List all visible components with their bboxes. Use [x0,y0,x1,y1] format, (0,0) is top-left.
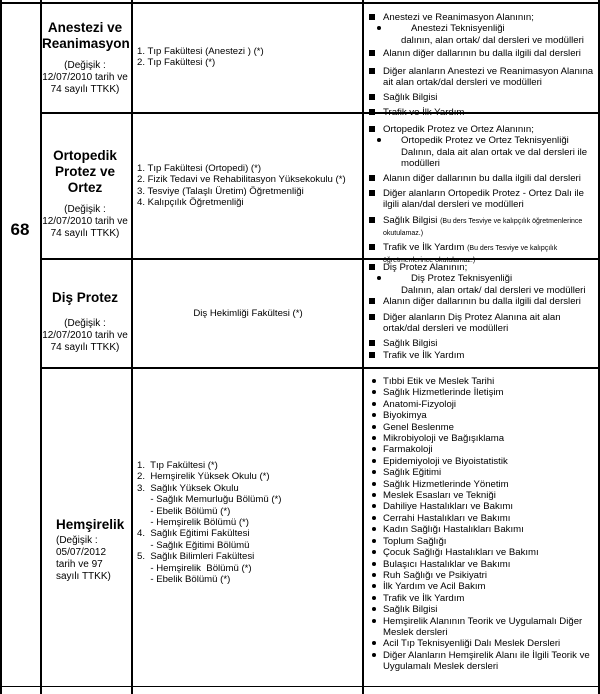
program-cell [42,290,128,354]
square-bullet-icon [369,50,375,56]
list-item: Diğer alanların Anestezi ve Reanimasyon Alanına ait alan ortak/dal dersleri ve modülleri [369,66,598,89]
list-item: Diş Protez Teknisyenliği [369,273,598,284]
list-item: Diğer Alanların Hemşirelik Alanı ile İlgili Teorik ve Uygulamalı Meslek dersleri [369,650,598,673]
faculty-item: - Hemşirelik Bölümü (*) [137,517,249,529]
dot-bullet-icon [372,562,376,566]
list-item: Anestezi Teknisyenliği [369,23,598,34]
square-bullet-icon [369,314,375,320]
square-bullet-icon [369,175,375,181]
dot-bullet-icon [372,459,376,463]
list-item: Genel Beslenme [369,422,598,433]
lesson-list [369,376,598,673]
list-item: Cerrahi Hastalıkları ve Bakımı [369,513,598,524]
faculty-item: - Sağlık Eğitimi Bölümü [137,539,250,551]
list-item: Sağlık Eğitimi [369,467,598,478]
list-item: Dahiliye Hastalıkları ve Bakımı [369,501,598,512]
dot-bullet-icon [372,436,376,440]
program-title: Diş Protez [51,290,119,305]
square-bullet-icon [369,190,375,196]
list-item: Dalının, alan ortak/ dal dersleri ve modülleri [401,284,586,296]
list-item: İlk Yardım ve Acil Bakım [369,581,598,592]
dot-bullet-icon [377,138,381,142]
list-item: Alanın diğer dallarının bu dalla ilgili dal dersleri [369,173,598,184]
list-item: Alanın diğer dallarının bu dalla ilgili dal dersleri [369,296,598,307]
program-cell [42,148,128,240]
list-item: Trafik ve İlk Yardım [369,107,598,118]
list-item: Trafik ve İlk Yardım (Bu ders Tesviye ve kalıpçılık öğretmenlerince okutulamaz.) [369,242,598,267]
list-item: Meslek Esasları ve Tekniği [369,490,598,501]
list-item: Kadın Sağlığı Hastalıkları Bakımı [369,524,598,535]
faculty-item: 4. Sağlık Eğitimi Fakültesi [137,528,250,540]
list-item: Epidemiyoloji ve Biyoistatistik [369,456,598,467]
list-item: Trafik ve İlk Yardım [369,350,598,361]
list-item: Sağlık Bilgisi [369,92,598,103]
list-item: Bulaşıcı Hastalıklar ve Bakımı [369,559,598,570]
list-item: Diş Protez Alanının; [369,262,598,273]
square-bullet-icon [369,217,375,223]
faculty-item: - Hemşirelik Bölümü (*) [137,562,252,574]
dot-bullet-icon [377,26,381,30]
square-bullet-icon [369,340,375,346]
list-item: Sağlık Bilgisi [369,604,598,615]
program-note: (Değişik : 12/07/2010 tarih ve 74 sayılı TTKK) [42,60,128,95]
program-title: Hemşirelik [56,517,125,532]
list-item: Diğer alanların Diş Protez Alanına ait alan ortak/dal dersleri ve modülleri [369,312,598,335]
list-item: Acil Tıp Teknisyenliği Dalı Meslek Dersleri [369,638,598,649]
dot-bullet-icon [372,482,376,486]
square-bullet-icon [369,126,375,132]
faculty-item: 1. Tıp Fakültesi (Ortopedi) (*) [137,163,262,174]
square-bullet-icon [369,109,375,115]
list-item: Sağlık Bilgisi [369,338,598,349]
faculty-list [137,46,359,69]
faculty-item: 5. Sağlık Bilimleri Fakültesi [137,551,255,563]
list-item: Farmakoloji [369,444,598,455]
faculty-item: 2. Fizik Tedavi ve Rehabilitasyon Yüksekokulu (*) [137,174,346,186]
lesson-list [369,262,598,361]
list-item: Trafik ve İlk Yardım [369,593,598,604]
list-item: Sağlık Bilgisi (Bu ders Tesviye ve kalıpçılık öğretmenlerince okutulamaz.) [369,215,598,240]
list-item: Tıbbi Etik ve Meslek Tarihi [369,376,598,387]
faculty-item: - Ebelik Bölümü (*) [137,574,231,586]
faculty-item: Diş Hekimliği Fakültesi (*) [193,308,303,319]
dot-bullet-icon [372,596,376,600]
faculty-item: 3. Sağlık Yüksek Okulu [137,482,239,494]
program-title: Anestezi ve Reanimasyon [42,20,130,51]
list-item: Ruh Sağlığı ve Psikiyatri [369,570,598,581]
faculty-item: 4. Kalıpçılık Öğretmenliği [137,197,244,209]
dot-bullet-icon [372,402,376,406]
square-bullet-icon [369,14,375,20]
program-cell [42,20,128,96]
faculty-list [137,460,359,585]
faculty-list [137,163,359,209]
faculty-item: - Sağlık Memurluğu Bölümü (*) [137,494,282,506]
table-border-left [0,0,2,694]
faculty-item: 1. Tıp Fakültesi (Anestezi ) (*) [137,46,264,57]
list-item: Anestezi ve Reanimasyon Alanının; [369,12,598,23]
program-title: Ortopedik Protez ve Ortez [53,148,117,195]
row-divider [40,367,600,369]
faculty-item: 2. Hemşirelik Yüksek Okulu (*) [137,471,270,483]
square-bullet-icon [369,94,375,100]
square-bullet-icon [369,244,375,250]
list-item: Diğer alanların Ortopedik Protez - Ortez Dalı ile ilgili alan/dal dersleri ve modülleri [369,188,598,211]
square-bullet-icon [369,68,375,74]
square-bullet-icon [369,352,375,358]
faculty-item: 3. Tesviye (Talaşlı Üretim) Öğretmenliği [137,185,304,197]
list-item: dalının, alan ortak/ dal dersleri ve modülleri [401,34,584,46]
square-bullet-icon [369,298,375,304]
dot-bullet-icon [372,573,376,577]
square-bullet-icon [369,264,375,270]
faculty-item: 1. Tıp Fakültesi (*) [137,460,218,471]
faculty-item: 2. Tıp Fakültesi (*) [137,57,216,69]
list-item: Toplum Sağlığı [369,536,598,547]
dot-bullet-icon [372,425,376,429]
dot-bullet-icon [372,619,376,623]
program-note: (Değişik : 05/07/2012 tarih ve 97 sayılı TTKK) [56,535,111,582]
list-item: Mikrobiyoloji ve Bağışıklama [369,433,598,444]
row-divider [0,686,600,687]
dot-bullet-icon [377,276,381,280]
column-divider [362,0,364,694]
list-item: Ortopedik Protez ve Ortez Teknisyenliği Dalının, dala ait alan ortak ve dal dersleri ile modülleri [369,135,598,169]
dot-bullet-icon [372,379,376,383]
list-item: Hemşirelik Alanının Teorik ve Uygulamalı Diğer Meslek dersleri [369,616,598,639]
row-number: 68 [10,220,30,239]
program-note: (Değişik : 12/07/2010 tarih ve 74 sayılı TTKK) [42,204,128,239]
list-item: Anatomi-Fizyoloji [369,399,598,410]
table-border-top [0,2,600,4]
list-item: Alanın diğer dallarının bu dalla ilgili dal dersleri [369,48,598,59]
faculty-list [137,308,359,319]
dot-bullet-icon [372,653,376,657]
column-divider [131,0,133,694]
list-item: Çocuk Sağlığı Hastalıkları ve Bakımı [369,547,598,558]
lesson-list [369,12,598,118]
dot-bullet-icon [372,516,376,520]
dot-bullet-icon [372,539,376,543]
list-item: Sağlık Hizmetlerinde Yönetim [369,479,598,490]
list-item: Biyokimya [369,410,598,421]
lesson-list [369,124,598,266]
list-item: Sağlık Hizmetlerinde İletişim [369,387,598,398]
list-item: Ortopedik Protez ve Ortez Alanının; [369,124,598,135]
faculty-item: - Ebelik Bölümü (*) [137,505,231,517]
program-cell [56,517,128,583]
program-note: (Değişik : 12/07/2010 tarih ve 74 sayılı TTKK) [42,318,128,353]
